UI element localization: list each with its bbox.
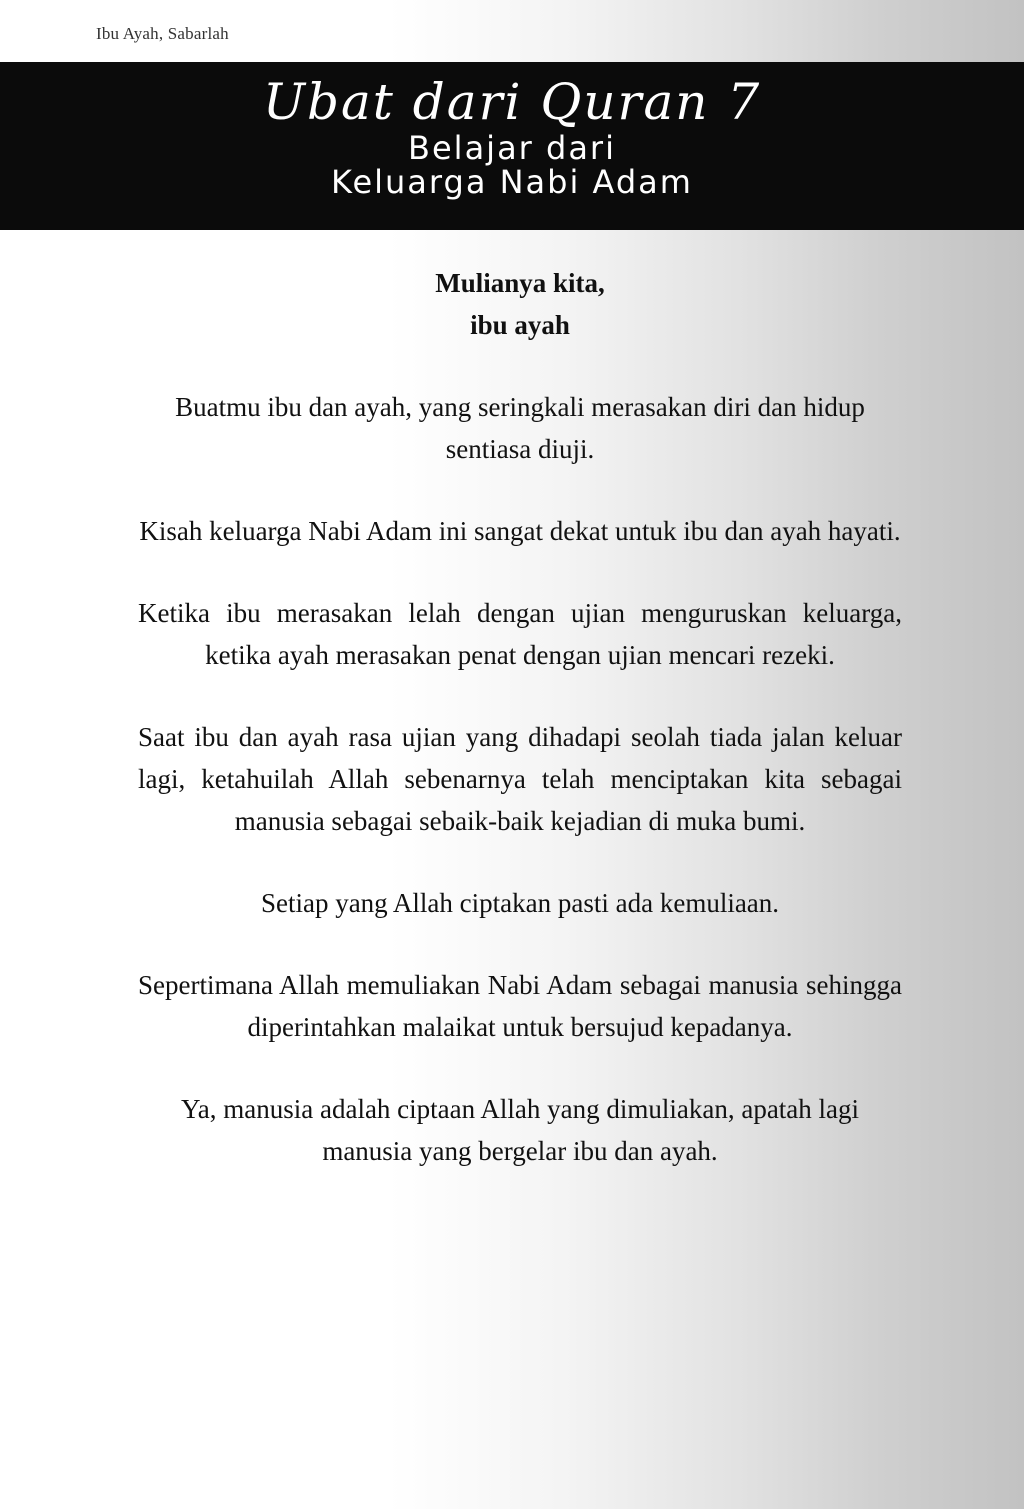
paragraph-5: Setiap yang Allah ciptakan pasti ada kemuliaan. bbox=[260, 888, 780, 918]
section-heading bbox=[138, 262, 902, 346]
paragraph-7: Ya, manusia adalah ciptaan Allah yang dimuliakan, apatah lagi manusia yang bergelar ibu dan ayah. bbox=[180, 1094, 860, 1166]
title-band bbox=[0, 62, 1024, 230]
paragraph-1: Buatmu ibu dan ayah, yang seringkali merasakan diri dan hidup sentiasa diuji. bbox=[175, 392, 865, 464]
body-text bbox=[138, 262, 902, 1212]
section-heading-line2: ibu ayah bbox=[470, 310, 570, 340]
paragraph-4: Saat ibu dan ayah rasa ujian yang dihadapi seolah tiada jalan keluar lagi, ketahuilah Allah sebenarnya telah menciptakan kita sebagai manusia sebagai sebaik-baik kejadian di muka bumi. bbox=[138, 722, 902, 836]
paragraph-2: Kisah keluarga Nabi Adam ini sangat dekat untuk ibu dan ayah hayati. bbox=[139, 516, 901, 546]
section-heading-line1: Mulianya kita, bbox=[435, 268, 605, 298]
running-head: Ibu Ayah, Sabarlah bbox=[96, 24, 229, 43]
chapter-title: Ubat dari Quran 7 bbox=[262, 73, 762, 131]
paragraph-3: Ketika ibu merasakan lelah dengan ujian menguruskan keluarga, ketika ayah merasakan penat dengan ujian mencari rezeki. bbox=[138, 598, 902, 670]
chapter-subtitle-line1: Belajar dari bbox=[408, 129, 616, 167]
paragraph-6: Sepertimana Allah memuliakan Nabi Adam sebagai manusia sehingga diperintahkan malaikat untuk bersujud kepadanya. bbox=[138, 970, 902, 1042]
chapter-subtitle-line2: Keluarga Nabi Adam bbox=[331, 163, 693, 201]
